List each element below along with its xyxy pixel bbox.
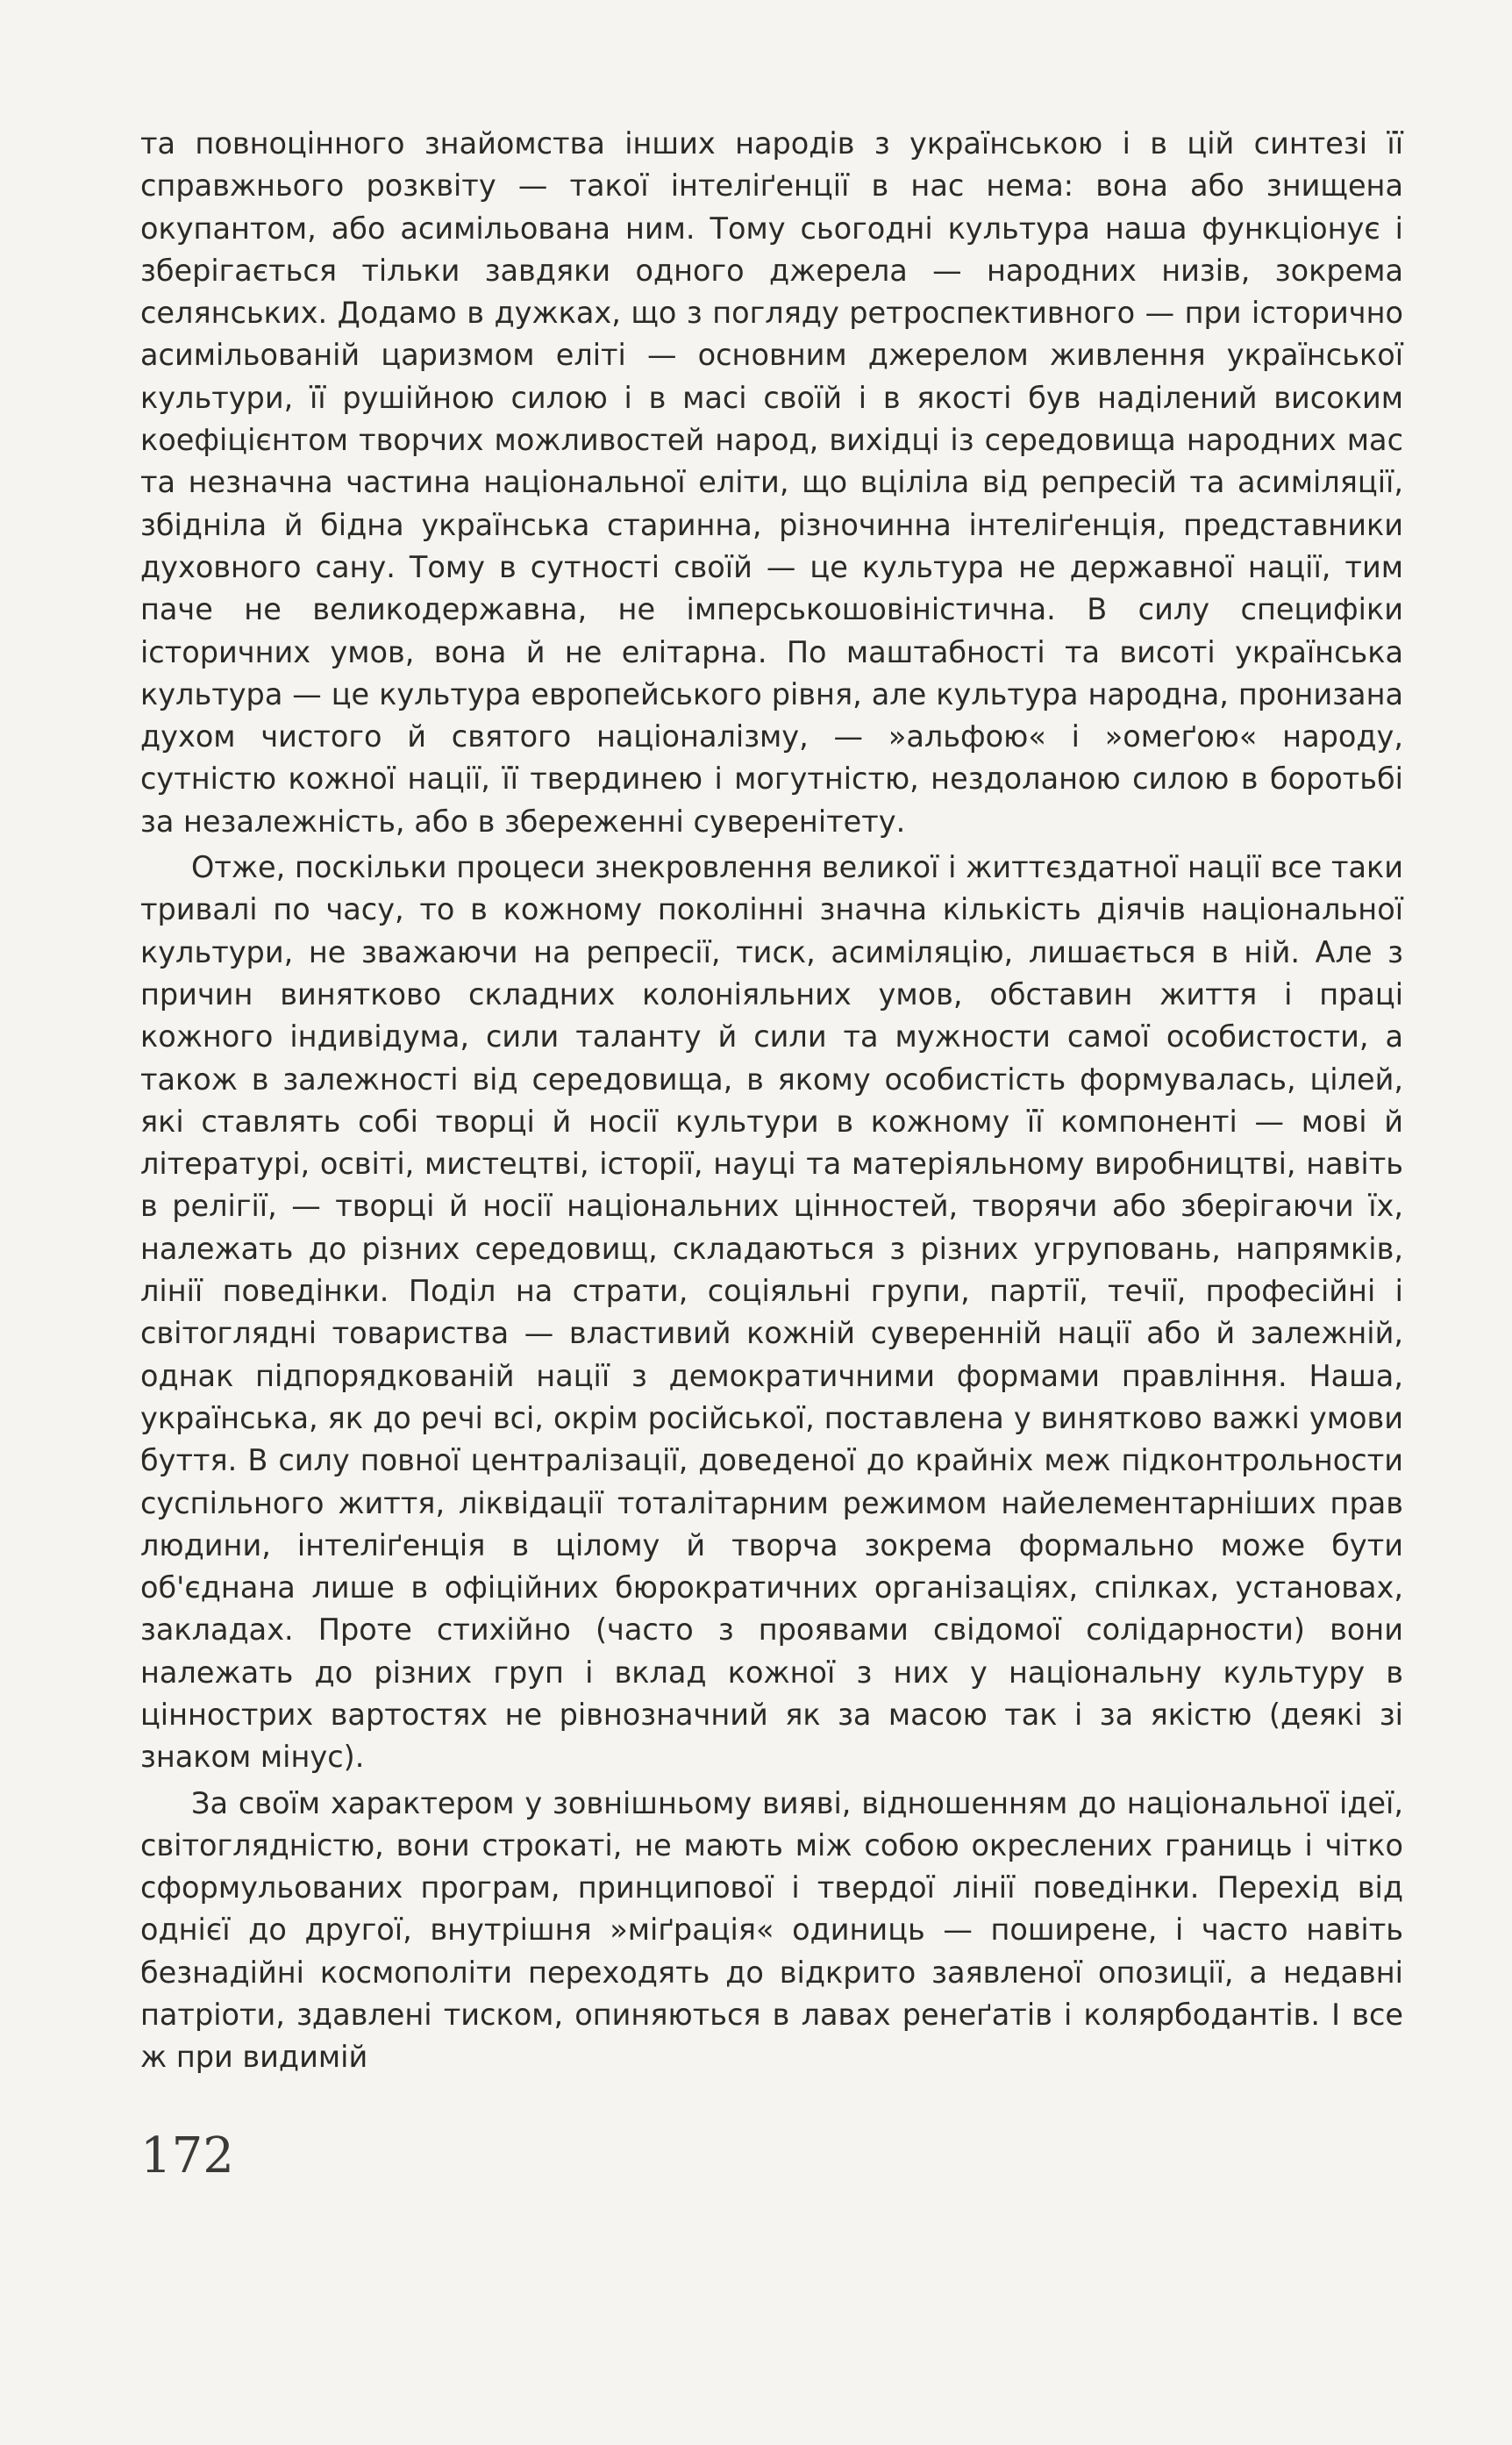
paragraph-2: Отже, поскільки процеси знекровлення великої і життєздатної нації все таки тривалі по часу, то в кожному поколінні значна кількість діячів національної культури, не зважаючи на репресії, тиск, асиміляцію, лишається в ній. Але з причин винятково складних колоніяльних умов, обставин життя і праці кожного індивідума, сили таланту й сили та мужности самої особистости, а також в залежності від середовища, в якому особистість формувалась, цілей, які ставлять собі творці й носії культури в кожному її компоненті — мові й літературі, освіті, мистецтві, історії, науці та матеріяльному виробництві, навіть в релігії, — творці й носії національних цінностей, творячи або зберігаючи їх, належать до різних середовищ, складаються з різних угруповань, напрямків, лінії поведінки. Поділ на страти, соціяльні групи, партії, течії, професійні і світоглядні товариства — властивий кожній суверенній нації або й залежній, однак підпорядкованій нації з демократичними формами правління. Наша, українська, як до речі всі, окрім російської, поставлена у винятково важкі умови буття. В силу повної централізації, доведеної до крайніх меж підконтрольности суспільного життя, ліквідації тоталітарним режимом найелементарніших прав людини, інтеліґенція в цілому й творча зокрема формально може бути об'єднана лише в офіційних бюрократичних організаціях, спілках, установах, закладах. Проте стихійно (часто з проявами свідомої солідарности) вони належать до різних груп і вклад кожної з них у національну культуру в ціннострих вартостях не рівнозначний як за масою так і за якістю (деякі зі знаком мінус).	[140, 850, 1403, 1775]
paragraph-1: та повноцінного знайомства інших народів з українською і в цій синтезі її справжнього розквіту — такої інтеліґенції в нас нема: вона або знищена окупантом, або асимільована ним. Тому сьогодні культура наша функціонує і зберігається тільки завдяки одного джерела — народних низів, зокрема селянських. Додамо в дужках, що з погляду ретроспективного — при історично асимільованій царизмом еліті — основним джерелом живлення української культури, її рушійною силою і в масі своїй і в якості був наділений високим коефіцієнтом творчих можливостей народ, вихідці із середовища народних мас та незначна частина національної еліти, що вціліла від репресій та асиміляції, збідніла й бідна українська старинна, різночинна інтеліґенція, представники духовного сану. Тому в сутності своїй — це культура не державної нації, тим паче не великодержавна, не імперськошовіністична. В силу специфіки історичних умов, вона й не елітарна. По маштабності та висоті українська культура — це культура европейського рівня, але культура народна, пронизана духом чистого й святого націоналізму, — »альфою« і »омеґою« народу, сутністю кожної нації, її твердинею і могутністю, нездоланою силою в боротьбі за незалежність, або в збереженні суверенітету.	[140, 126, 1403, 839]
page-number: 172	[140, 2127, 234, 2184]
paragraph-3: За своїм характером у зовнішньому вияві, відношенням до національної ідеї, світоглядністю, вони строкаті, не мають між собою окреслених границь і чітко сформульованих програм, принципової і твердої лінії поведінки. Перехід від однієї до другої, внутрішня »міґрація« одиниць — поширене, і часто навіть безнадійні космополіти переходять до відкрито заявленої опозиції, а недавні патріоти, здавлені тиском, опиняються в лавах ренеґатів і колярбодантів. І все ж при видимій	[140, 1785, 1403, 2075]
page-body	[140, 123, 1403, 2079]
